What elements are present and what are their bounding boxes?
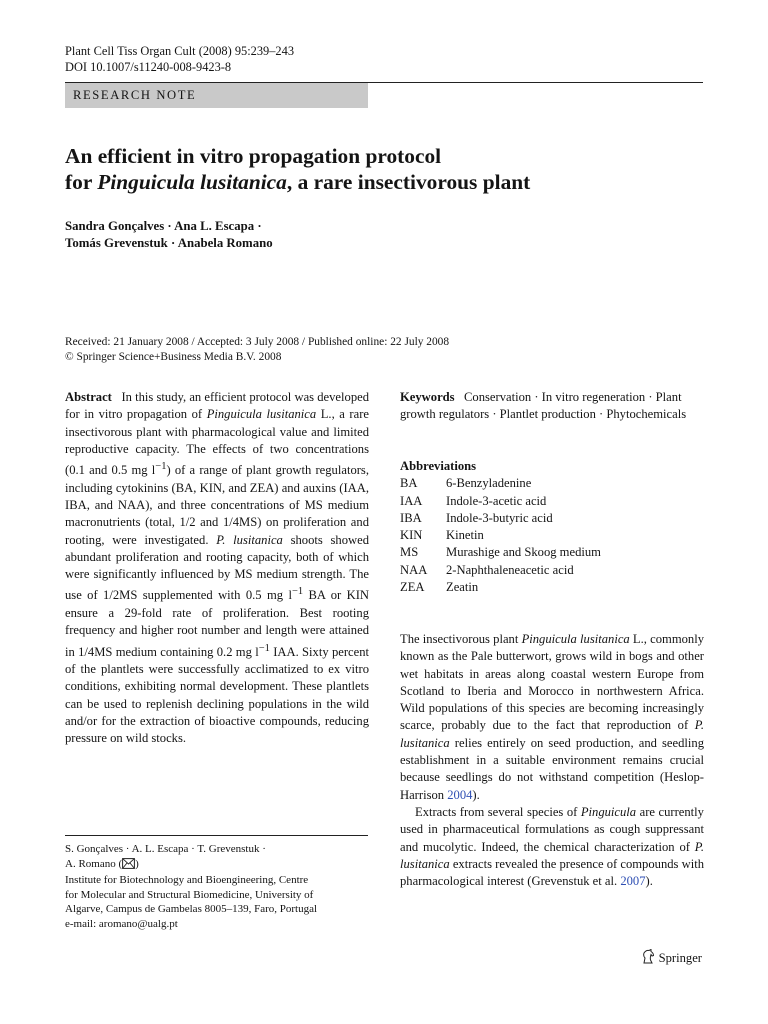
title-species: Pinguicula lusitanica [97,170,287,194]
abbreviation-row: IBA Indole-3-butyric acid [400,510,553,525]
author-list [65,218,273,252]
citation-link-grevenstuk[interactable]: 2007 [620,874,646,889]
abstract-label: Abstract [65,390,112,404]
abstract [65,389,369,748]
abbreviation-row: MS Murashige and Skoog medium [400,545,601,560]
intro-paragraph-2: Extracts from several species of Pinguicula are currently used in pharmaceutical formulations as cough suppressant and mucolytic. Indeed, the chemical characterization of P. lusitanica extracts revealed the presence of compounds with pharmacological interest (Grevenstuk et al. 2007). [400,804,704,889]
affiliation-line-2: for Molecular and Structural Biomedicine, University of [65,888,314,901]
footnote-authors-1: S. Gonçalves · A. L. Escapa · T. Grevenstuk · [65,843,266,855]
affiliation-line-1: Institute for Biotechnology and Bioengineering, Centre [65,874,309,887]
abbreviation-row: NAA 2-Naphthaleneacetic acid [400,562,574,577]
citation-link-heslop-harrison[interactable]: 2004 [447,787,473,802]
affiliation-line-3: Algarve, Campus de Gambelas 8005–139, Faro, Portugal [65,903,318,916]
author-email[interactable]: e-mail: aromano@ualg.pt [65,917,178,930]
abbreviations [400,458,704,596]
abstract-paragraph: Abstract In this study, an efficient protocol was developed for in vitro propagation of Pinguicula lusitanica L., a rare insectivorous plant with pharmacological value and limited reproductive capacity. The effects of two concentrations (0.1 and 0.5 mg $l^{-1}$) of a range of plant growth regulators, including cytokinins (BA, KIN, and ZEA) and auxins (IAA, IBA, and NAA), and three concentrations of MS medium macronutrients (total, 1/2 and 1/4MS) on proliferation and rooting, were investigated. P. lusitanica shoots showed abundant proliferation and rooting capacity, both of which were significantly influenced by MS medium strength. The use of 1/2MS supplemented with 0.5 mg $l^{-1}$ BA or KIN ensure a 29-fold rate of proliferation. Best rooting frequency and higher root number and length were attained in 1/4MS medium containing 0.2 mg $l^{-1}$ IAA. Sixty percent of the plantlets were successfully acclimatized to ex vitro conditions, exhibiting normal development. These plantlets can be used to replenish declining populations in the wild and/or for the extraction of bioactive compounds, reducing pressure on wild stocks. [65,390,370,746]
journal-doi: DOI 10.1007/s11240-008-9423-8 [65,60,232,74]
springer-horse-icon [641,949,655,968]
footnote-rule [65,835,368,836]
author-footnote [65,842,375,932]
intro-paragraph-1: The insectivorous plant Pinguicula lusitanica L., commonly known as the Pale butterwort, grows wild in bogs and other wet habitats in areas along coastal western Europe from Scotland to Iberia and Morocco in northwestern Africa. Wild populations of this species are becoming increasingly scarce, probably due to the fact that reproduction of P. lusitanica relies entirely on seed production, and seedling establishment in a suitable environment remains crucial because seedlings do not withstand competition (Heslop-Harrison 2004). [400,632,704,802]
copyright-line: © Springer Science+Business Media B.V. 2008 [65,351,282,363]
abbreviation-row: IAA Indole-3-acetic acid [400,493,547,508]
section-label: RESEARCH NOTE [73,88,197,102]
journal-header [65,43,294,75]
title-prefix: for [65,170,98,194]
abbreviation-row: BA 6-Benzyladenine [400,476,532,491]
keywords [400,389,704,424]
abbreviation-row: KIN Kinetin [400,528,484,543]
envelope-icon [122,858,135,874]
history-dates: Received: 21 January 2008 / Accepted: 3 July 2008 / Published online: 22 July 2008 [65,336,450,348]
section-bar [65,83,368,108]
keywords-label: Keywords [400,390,455,404]
journal-citation: Plant Cell Tiss Organ Cult (2008) 95:239–243 [65,44,295,58]
publisher-name: Springer [658,951,702,965]
title-line-1: An efficient in vitro propagation protocol [65,144,442,168]
title-line-2 [65,169,705,195]
abbreviation-row: ZEA Zeatin [400,580,479,595]
footnote-authors-2: A. Romano ( ) [65,857,375,874]
authors-line-1: Sandra Gonçalves · Ana L. Escapa · [65,219,262,233]
publisher-logo [641,949,702,968]
keywords-paragraph [400,389,704,424]
authors-line-2: Tomás Grevenstuk · Anabela Romano [65,236,273,250]
introduction [400,631,704,890]
paper-title [65,143,705,195]
keywords-text: Conservation · In vitro regeneration · Plant growth regulators · Plantlet production · Phytochemicals [400,390,687,422]
article-dates [65,335,449,365]
title-suffix: , a rare insectivorous plant [286,170,531,194]
abbreviations-label: Abbreviations [400,459,477,473]
